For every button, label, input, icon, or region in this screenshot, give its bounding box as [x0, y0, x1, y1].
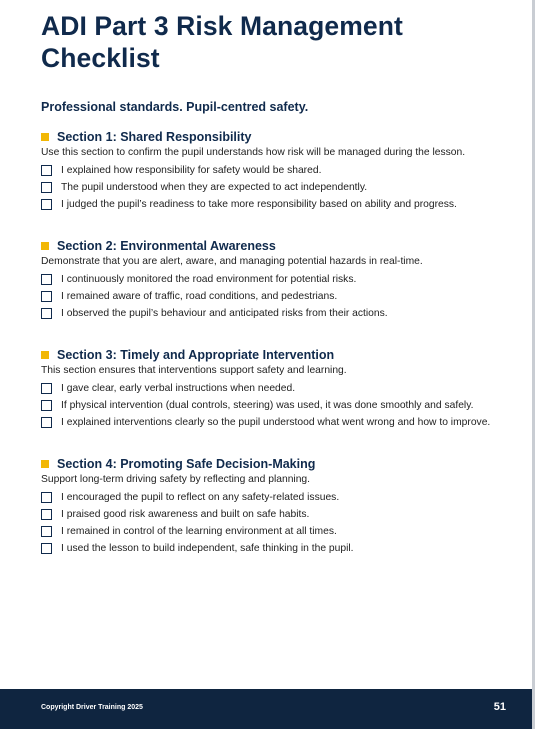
section-title: Section 4: Promoting Safe Decision-Making	[57, 457, 316, 471]
checklist-item	[41, 542, 501, 555]
checklist-item	[41, 273, 501, 286]
section-heading	[41, 456, 501, 472]
page-footer	[0, 689, 532, 729]
section-heading	[41, 238, 501, 254]
page-number: 51	[493, 701, 506, 713]
checkbox[interactable]	[41, 400, 52, 411]
checklist-item	[41, 491, 501, 504]
checklist-item-label: I praised good risk awareness and built on safe habits.	[61, 509, 310, 520]
section-safe-decision-making	[41, 456, 501, 555]
checklist-item-label: I observed the pupil’s behaviour and anticipated risks from their actions.	[61, 308, 388, 319]
checklist-item-label: I encouraged the pupil to reflect on any safety-related issues.	[61, 492, 340, 503]
page-title	[41, 10, 501, 74]
square-bullet-icon	[41, 460, 49, 468]
checkbox[interactable]	[41, 526, 52, 537]
checklist-item	[41, 290, 501, 303]
section-environmental-awareness	[41, 238, 501, 320]
checklist-item-label: I explained interventions clearly so the pupil understood what went wrong and how to improve.	[61, 417, 491, 428]
section-heading	[41, 347, 501, 363]
checkbox[interactable]	[41, 383, 52, 394]
checklist-item-label: If physical intervention (dual controls, steering) was used, it was done smoothly and safely.	[61, 400, 474, 411]
checklist-item	[41, 198, 501, 211]
checklist-item-label: I explained how responsibility for safety would be shared.	[61, 165, 322, 176]
checklist-item	[41, 307, 501, 320]
copyright-text: Copyright Driver Training 2025	[41, 704, 143, 711]
checkbox[interactable]	[41, 492, 52, 503]
square-bullet-icon	[41, 351, 49, 359]
page-title-line-1: ADI Part 3 Risk Management	[41, 11, 403, 41]
checklist-item-label: I remained in control of the learning environment at all times.	[61, 526, 337, 537]
checklist-page	[41, 10, 501, 555]
checklist-item	[41, 416, 501, 429]
square-bullet-icon	[41, 133, 49, 141]
checkbox[interactable]	[41, 509, 52, 520]
section-intro: Use this section to confirm the pupil understands how risk will be managed during the lesson.	[41, 147, 466, 158]
checklist-item-label: I remained aware of traffic, road conditions, and pedestrians.	[61, 291, 338, 302]
checkbox[interactable]	[41, 274, 52, 285]
page-title-line-2: Checklist	[41, 43, 160, 73]
section-intro: Support long-term driving safety by reflecting and planning.	[41, 474, 311, 485]
checkbox[interactable]	[41, 165, 52, 176]
checklist-item	[41, 181, 501, 194]
section-heading	[41, 129, 501, 145]
section-title: Section 3: Timely and Appropriate Intervention	[57, 348, 335, 362]
page-subtitle: Professional standards. Pupil-centred safety.	[41, 100, 309, 114]
section-title: Section 1: Shared Responsibility	[57, 130, 252, 144]
section-intro: This section ensures that interventions support safety and learning.	[41, 365, 347, 376]
checkbox[interactable]	[41, 199, 52, 210]
section-shared-responsibility	[41, 129, 501, 211]
checkbox[interactable]	[41, 543, 52, 554]
checklist-item-label: I used the lesson to build independent, safe thinking in the pupil.	[61, 543, 354, 554]
checklist-item	[41, 508, 501, 521]
checklist-item	[41, 164, 501, 177]
checkbox[interactable]	[41, 417, 52, 428]
checklist-item-label: I judged the pupil’s readiness to take more responsibility based on ability and progress.	[61, 199, 457, 210]
section-intro: Demonstrate that you are alert, aware, and managing potential hazards in real-time.	[41, 256, 423, 267]
checklist-item-label: The pupil understood when they are expected to act independently.	[61, 182, 368, 193]
section-title: Section 2: Environmental Awareness	[57, 239, 276, 253]
checklist-item	[41, 399, 501, 412]
checklist-item	[41, 382, 501, 395]
checklist-item-label: I gave clear, early verbal instructions when needed.	[61, 383, 296, 394]
checkbox[interactable]	[41, 291, 52, 302]
checkbox[interactable]	[41, 308, 52, 319]
checklist-item	[41, 525, 501, 538]
checklist-item-label: I continuously monitored the road environment for potential risks.	[61, 274, 357, 285]
section-timely-intervention	[41, 347, 501, 429]
checkbox[interactable]	[41, 182, 52, 193]
square-bullet-icon	[41, 242, 49, 250]
